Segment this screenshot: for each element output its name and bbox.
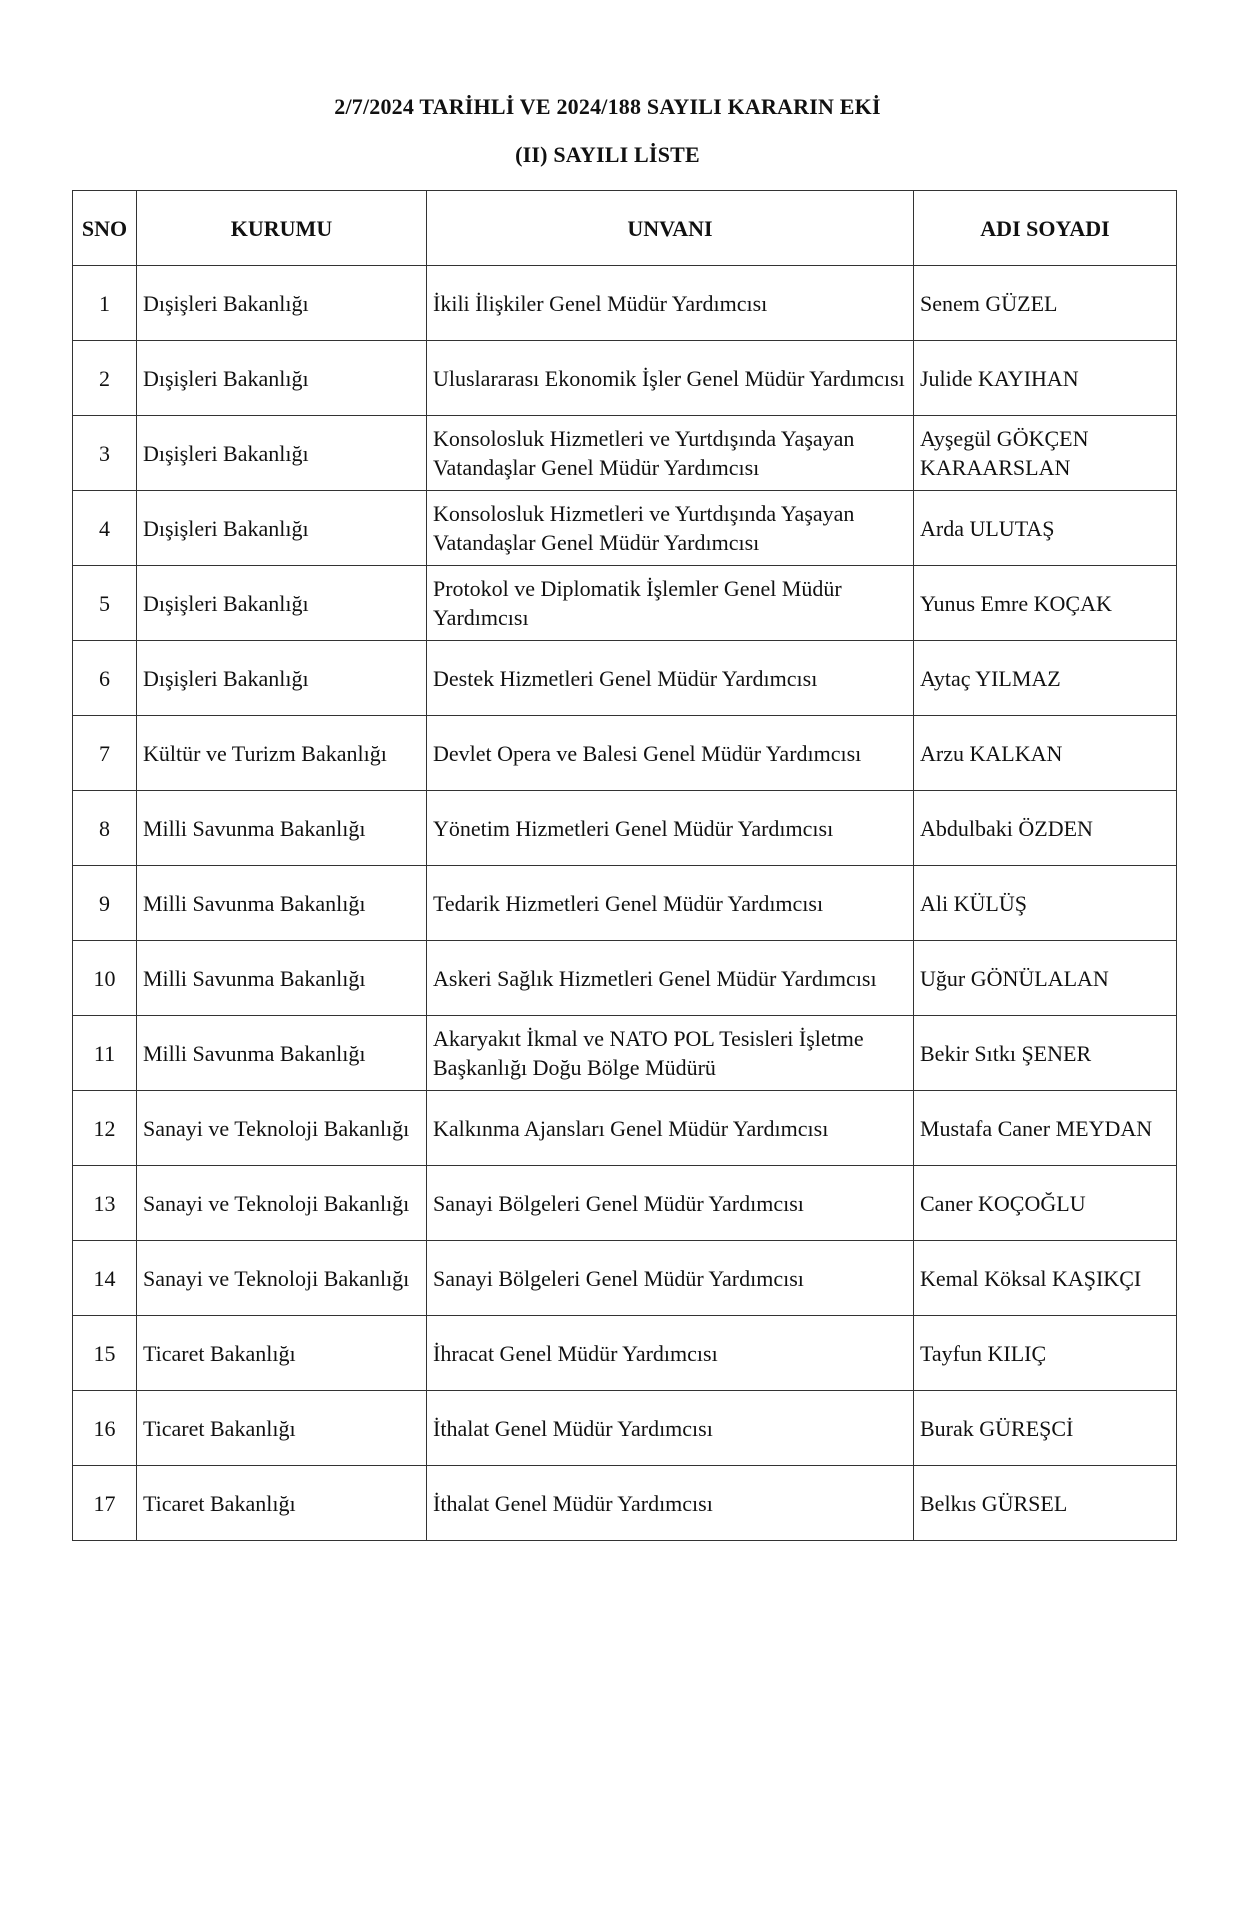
cell-sno: 10 [73,941,137,1016]
table-row [73,1466,1177,1541]
cell-kurumu: Ticaret Bakanlığı [137,1316,427,1391]
cell-kurumu: Milli Savunma Bakanlığı [137,1016,427,1091]
cell-kurumu: Milli Savunma Bakanlığı [137,941,427,1016]
cell-kurumu: Dışişleri Bakanlığı [137,491,427,566]
table-row [73,641,1177,716]
cell-adi-soyadi: Belkıs GÜRSEL [914,1466,1177,1541]
cell-sno: 2 [73,341,137,416]
cell-adi-soyadi: Ayşegül GÖKÇEN KARAARSLAN [914,416,1177,491]
document-title: 2/7/2024 TARİHLİ VE 2024/188 SAYILI KARARIN EKİ [334,94,881,119]
cell-adi-soyadi: Senem GÜZEL [914,266,1177,341]
cell-sno: 7 [73,716,137,791]
cell-adi-soyadi: Caner KOÇOĞLU [914,1166,1177,1241]
header-sno: SNO [73,191,137,266]
cell-unvani: Konsolosluk Hizmetleri ve Yurtdışında Yaşayan Vatandaşlar Genel Müdür Yardımcısı [427,416,914,491]
cell-unvani: Askeri Sağlık Hizmetleri Genel Müdür Yardımcısı [427,941,914,1016]
cell-unvani: Konsolosluk Hizmetleri ve Yurtdışında Yaşayan Vatandaşlar Genel Müdür Yardımcısı [427,491,914,566]
cell-unvani: Destek Hizmetleri Genel Müdür Yardımcısı [427,641,914,716]
cell-sno: 12 [73,1091,137,1166]
table-row [73,1091,1177,1166]
cell-adi-soyadi: Mustafa Caner MEYDAN [914,1091,1177,1166]
table-row [73,1016,1177,1091]
cell-adi-soyadi: Abdulbaki ÖZDEN [914,791,1177,866]
table-row [73,1391,1177,1466]
table-row [73,566,1177,641]
table-row [73,1316,1177,1391]
cell-adi-soyadi: Arzu KALKAN [914,716,1177,791]
header-adi-soyadi: ADI SOYADI [914,191,1177,266]
cell-unvani: Yönetim Hizmetleri Genel Müdür Yardımcısı [427,791,914,866]
cell-kurumu: Dışişleri Bakanlığı [137,566,427,641]
cell-unvani: Protokol ve Diplomatik İşlemler Genel Müdür Yardımcısı [427,566,914,641]
cell-sno: 16 [73,1391,137,1466]
cell-adi-soyadi: Yunus Emre KOÇAK [914,566,1177,641]
cell-adi-soyadi: Arda ULUTAŞ [914,491,1177,566]
cell-kurumu: Milli Savunma Bakanlığı [137,866,427,941]
table-header-row [73,191,1177,266]
cell-unvani: Sanayi Bölgeleri Genel Müdür Yardımcısı [427,1166,914,1241]
cell-unvani: Devlet Opera ve Balesi Genel Müdür Yardımcısı [427,716,914,791]
header-kurumu: KURUMU [137,191,427,266]
cell-unvani: Uluslararası Ekonomik İşler Genel Müdür Yardımcısı [427,341,914,416]
list-subtitle: (II) SAYILI LİSTE [515,142,700,167]
cell-sno: 13 [73,1166,137,1241]
cell-adi-soyadi: Kemal Köksal KAŞIKÇI [914,1241,1177,1316]
table-row [73,941,1177,1016]
cell-kurumu: Ticaret Bakanlığı [137,1466,427,1541]
cell-kurumu: Dışişleri Bakanlığı [137,416,427,491]
cell-adi-soyadi: Aytaç YILMAZ [914,641,1177,716]
cell-sno: 9 [73,866,137,941]
appointment-table [72,190,1177,1541]
table-row [73,716,1177,791]
cell-sno: 6 [73,641,137,716]
cell-sno: 4 [73,491,137,566]
cell-unvani: İthalat Genel Müdür Yardımcısı [427,1391,914,1466]
cell-adi-soyadi: Bekir Sıtkı ŞENER [914,1016,1177,1091]
cell-unvani: Kalkınma Ajansları Genel Müdür Yardımcısı [427,1091,914,1166]
cell-unvani: Sanayi Bölgeleri Genel Müdür Yardımcısı [427,1241,914,1316]
table-row [73,341,1177,416]
cell-sno: 15 [73,1316,137,1391]
table-row [73,1166,1177,1241]
cell-kurumu: Sanayi ve Teknoloji Bakanlığı [137,1166,427,1241]
table-row [73,491,1177,566]
cell-kurumu: Ticaret Bakanlığı [137,1391,427,1466]
table-row [73,866,1177,941]
table-row [73,791,1177,866]
cell-adi-soyadi: Ali KÜLÜŞ [914,866,1177,941]
cell-adi-soyadi: Tayfun KILIÇ [914,1316,1177,1391]
cell-unvani: Akaryakıt İkmal ve NATO POL Tesisleri İşletme Başkanlığı Doğu Bölge Müdürü [427,1016,914,1091]
cell-unvani: Tedarik Hizmetleri Genel Müdür Yardımcısı [427,866,914,941]
cell-kurumu: Sanayi ve Teknoloji Bakanlığı [137,1241,427,1316]
cell-unvani: İkili İlişkiler Genel Müdür Yardımcısı [427,266,914,341]
table-row [73,1241,1177,1316]
cell-adi-soyadi: Burak GÜREŞCİ [914,1391,1177,1466]
cell-sno: 3 [73,416,137,491]
header-unvani: UNVANI [427,191,914,266]
cell-unvani: İthalat Genel Müdür Yardımcısı [427,1466,914,1541]
cell-sno: 5 [73,566,137,641]
cell-unvani: İhracat Genel Müdür Yardımcısı [427,1316,914,1391]
cell-sno: 14 [73,1241,137,1316]
cell-kurumu: Dışişleri Bakanlığı [137,266,427,341]
table-body [73,266,1177,1541]
cell-sno: 1 [73,266,137,341]
cell-adi-soyadi: Uğur GÖNÜLALAN [914,941,1177,1016]
table-row [73,266,1177,341]
cell-sno: 11 [73,1016,137,1091]
cell-sno: 8 [73,791,137,866]
cell-kurumu: Milli Savunma Bakanlığı [137,791,427,866]
cell-kurumu: Dışişleri Bakanlığı [137,341,427,416]
cell-sno: 17 [73,1466,137,1541]
cell-kurumu: Dışişleri Bakanlığı [137,641,427,716]
cell-kurumu: Sanayi ve Teknoloji Bakanlığı [137,1091,427,1166]
cell-kurumu: Kültür ve Turizm Bakanlığı [137,716,427,791]
table-row [73,416,1177,491]
cell-adi-soyadi: Julide KAYIHAN [914,341,1177,416]
